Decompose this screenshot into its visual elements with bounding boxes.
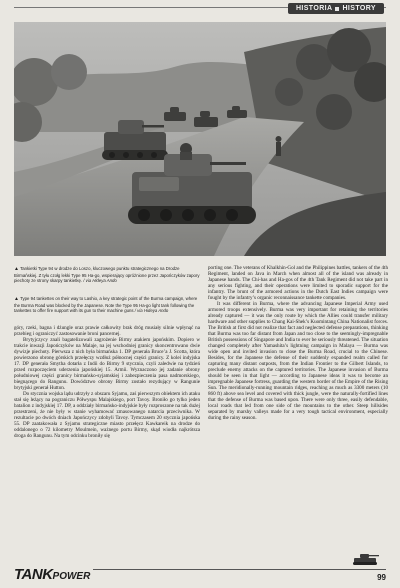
section-tab bbox=[288, 3, 384, 14]
page-number: 99 bbox=[377, 573, 386, 582]
section-label-en: HISTORY bbox=[342, 5, 376, 12]
paragraph: góry, rzeki, bagna i dżungle oraz prawie całkowity brak dróg musiały silnie wpłynąć na przebieg i ograniczyć zastosowanie broni pancernej. bbox=[14, 325, 200, 338]
paragraph: It was different in Burma, where the advancing Japanese Imperial Army used armored troops extensively. Burma was very important for retaining the territories already captured — it was the only route by which the Allies could transfer military hardware and other supplies to Chang Kai-Shek’s Kuomintang China Nationalist forces. The British at first did not realize that fact and neglected defense preparations, thinking that Burma was too far distant from Japan and too close to the seemingly-impregnable British possessions of Singapore and India to ever be seriously threatened. The situation changed completely after Yamashita’s lightning campaign in Malaya — Burma was wide open and invited invasion to close the Burma Road, crucial to the Chinese. Besides, for the Japanese the defense of their suddenly expanded realm called for capturing many distant outposts, from the Indian Frontier to the Gilbert Islands, to preclude enemy attacks on the captured territories. The Japanese invasion of Burma should be seen in that light — according to Japanese ideas it was to become an impregnable Japanese fortress, guarding the western border of the Empire of the Rising Sun. The meridionally-running mountain ridges, reaching as much as 3300 meters (10 860 ft) above sea level and covered with thick jungle, were the naturally-fortified lines that the defense of Burma was based upon. There were only three, easily defendable, local roads that led from one side of the mountains to the other. Steep hillsides separated by marshy valleys made for a very tough tactical environment, especially during the rainy season. bbox=[208, 301, 388, 422]
caption-triangle-icon: ▲ bbox=[14, 266, 19, 272]
photo-caption-polish bbox=[14, 266, 202, 284]
caption-pl-text: Tankietki Type 94 w drodze do Loszo, kluczowego punktu strategicznego na Drodze Birmańskiej. Z tyłu czołg lekki Type 95 Ha-go, wspierający opróżnione przez Japończyków zapory piechoty ze strony skarpy tankietkę. bbox=[14, 266, 200, 284]
photo-caption-english bbox=[14, 296, 202, 314]
caption-triangle-icon: ▲ bbox=[14, 296, 19, 302]
caption-pl-credit: / via Hideya Ando bbox=[83, 278, 117, 284]
caption-en-text: Type 94 tankettes on their way to Lashio, a key strategic point of the Burma campaign, where the Burma Road was blocked by the Japanese. Note the Type 95 Ha-go light tank following the tankettes to offer fire support with its gun to their machine guns bbox=[14, 296, 198, 314]
paragraph: porting one. The veterans of Khalkhin-Gol and the Philippines battles, tankers of the 4th Regiment, landed on Java in March when almost all of the island was already in Japanese hands. The Chi-has and Ha-gos of the 4th Tank Regiment did not take part in any serious fighting, and their operations were limited to sporadic support for the infantry. The brunt of the armored actions in the Dutch East Indies campaign were fought by the infantry’s organic reconnaissance tankette companies. bbox=[208, 265, 388, 302]
photo-illustration bbox=[14, 22, 386, 256]
separator-square-icon bbox=[335, 7, 339, 11]
logo-sub-text: POWER bbox=[52, 571, 91, 582]
paragraph: Brytyjczycy znali bagatelizowali zagrożenie Birmy atakiem japońskim. Dopiero w trakcie inwazji Japończyków na Malaje, na jej wschodniej granicy skoncentrowano dwie dywizje piechoty. Pierwsza z nich była birmańska 1. DP generała Bruce’a J. Scotta, która powierzono obronę górskich przełęczy wzdłuż północnej części granicy. Z kolei indyjska 17. DP generała Smytha dotarła z Indii do Birmy 9 stycznia, czyli zaledwie na tydzień przed rozpoczęciem uderzenia japońskiej 15. Armii. Wyznaczono jej zadanie obrony południowej części granicy birmańsko-syjamskiej i zabezpieczenia pasa nadmorskiego, biegnącego do Rangunu. Dowództwo obrony Birmy zostało rezydujący w Rangunie brytyjski generał Hutton. bbox=[14, 337, 200, 392]
tanks-photo bbox=[14, 22, 386, 256]
article-column-english bbox=[208, 265, 388, 421]
section-label-pl: HISTORIA bbox=[295, 5, 333, 12]
paragraph: Do stycznia wojska lądu udrzyły z obszaru Syjamu, zaś pierwszym obiektem ich ataku stał się leżący na pograniczu Półwyspu Malajskiego, port Tavoy. Broniło go tylko jeden batalion z indyjskiej 17. DP, a oddziały birmańsko-indyjskie były rozproszone na tak dużej przestrzeni, że nie były w stanie wyhamować zmasowanego natarcia przeciwnika. W rezultacie po dwóch dniach Japończycy zdobyli Tavoy. Tymczasem 20 stycznia japońska 55. DP zaatakowała z Syjamu strategiczne miasto przełęcz Kawkareik na drodze do oddalonego o 72 kilometry Moulmein, ważnego portu Birmy, skąd wiodła najkrótsza droga do Rangunu. Na tym odcinku broniły się bbox=[14, 391, 200, 440]
magazine-logo bbox=[14, 566, 93, 584]
caption-en-credit: / via Hideya Ando bbox=[134, 308, 169, 314]
article-column-polish bbox=[14, 325, 200, 439]
logo-main-text: TANK bbox=[14, 566, 53, 583]
tank-silhouette-icon bbox=[350, 552, 380, 566]
